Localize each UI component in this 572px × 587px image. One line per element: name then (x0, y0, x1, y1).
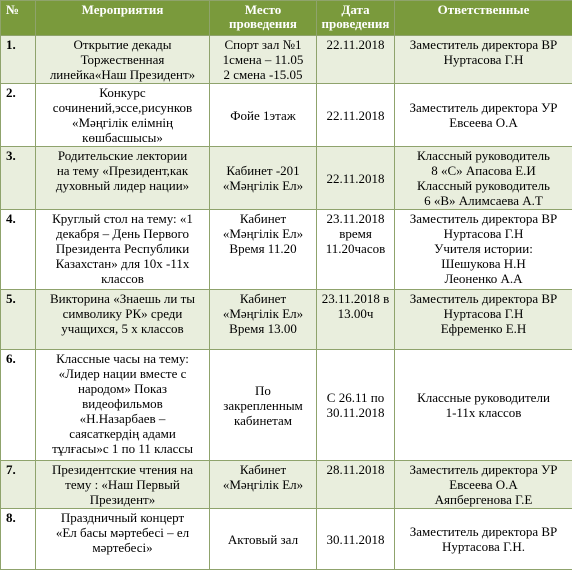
date-cell (317, 210, 395, 290)
place-cell-line: Кабинет (239, 291, 287, 306)
date-cell-line: 23.11.2018 в (321, 291, 390, 306)
event-cell-line: Казахстан» для 10х -11х (55, 256, 190, 271)
event-cell-line: Президент» (89, 492, 156, 507)
responsible-cell (395, 509, 572, 570)
responsible-cell-line: Нуртасова Г.Н (443, 306, 524, 321)
event-cell-line: «Мәңгілік елімнің (71, 115, 174, 130)
event-cell-line: тұлғасы»с 1 по 11 классы (52, 441, 193, 456)
responsible-cell-line: Заместитель директора ВР (409, 291, 558, 306)
place-cell-line: 1смена – 11.05 (222, 52, 304, 67)
date-cell-line: время (339, 226, 372, 241)
responsible-cell-line: 6 «В» Алимсаева А.Т (424, 193, 543, 208)
row-number: 8. (1, 509, 36, 570)
responsible-cell-line: Классный руководитель (417, 148, 550, 163)
date-cell-line: 22.11.2018 (326, 170, 385, 186)
date-cell-line: 30.11.2018 (326, 531, 385, 547)
event-cell-line: Круглый стол на тему: «1 (52, 211, 193, 226)
responsible-cell (395, 36, 572, 84)
place-cell-line: кабинетам (233, 412, 293, 428)
place-cell (210, 509, 317, 570)
responsible-cell (395, 350, 572, 461)
header-row (1, 1, 572, 36)
table-row (1, 290, 572, 350)
place-cell (210, 290, 317, 350)
event-cell (36, 147, 210, 210)
event-cell (36, 36, 210, 84)
place-cell-line: 2 смена -15.05 (223, 67, 303, 82)
place-cell-line: Фойе 1этаж (230, 107, 296, 123)
header-responsible: Ответственные (395, 1, 572, 36)
responsible-cell (395, 147, 572, 210)
event-cell-line: духовный лидер нации» (55, 178, 190, 193)
place-cell-line: «Мәңгілік Ел» (222, 477, 304, 492)
event-cell-line: Классные часы на тему: (56, 351, 189, 366)
place-cell-line: По (255, 382, 271, 398)
responsible-cell-line: Классный руководитель (417, 178, 550, 193)
event-cell-line: «Н.Назарбаев – (79, 411, 166, 426)
header-event: Мероприятия (36, 1, 210, 36)
place-cell-line: Спорт зал №1 (224, 37, 302, 52)
event-cell-line: народом» Показ (77, 381, 168, 396)
responsible-cell-line: Заместитель директора УР (409, 100, 558, 115)
event-cell-line: Праздничный концерт (60, 510, 185, 525)
responsible-cell-line: 1-11х классов (445, 405, 522, 420)
event-cell-line: Президента Республики (55, 241, 190, 256)
date-cell (317, 290, 395, 350)
event-cell-line: линейка«Наш Президент» (49, 67, 196, 82)
event-cell-line: мәртебесі» (92, 540, 153, 555)
responsible-cell-line: Ефременко Е.Н (440, 321, 527, 336)
responsible-cell-line: Классные руководители (417, 390, 550, 405)
place-cell (210, 84, 317, 147)
place-cell (210, 350, 317, 461)
date-cell-line: 22.11.2018 (326, 37, 385, 52)
event-cell-line: символику РК» среди (62, 306, 183, 321)
date-cell-line: 22.11.2018 (326, 107, 385, 123)
date-cell-line: 23.11.2018 (326, 211, 385, 226)
responsible-cell-line: Евсеева О.А (449, 115, 518, 130)
event-cell-line: Конкурс (99, 85, 146, 100)
responsible-cell-line: Нуртасова Г.Н. (441, 539, 526, 554)
place-cell (210, 461, 317, 509)
place-cell-line: Кабинет (239, 462, 287, 477)
table-row (1, 509, 572, 570)
event-cell-line: көшбасшысы» (82, 130, 163, 145)
responsible-cell-line: Заместитель директора ВР (409, 37, 558, 52)
header-place: Место проведения (210, 1, 317, 36)
table-row (1, 350, 572, 461)
responsible-cell-line: Заместитель директора ВР (409, 524, 558, 539)
event-cell-line: сочинений,эссе,рисунков (52, 100, 193, 115)
responsible-cell (395, 210, 572, 290)
event-cell (36, 210, 210, 290)
place-cell (210, 210, 317, 290)
header-date: Дата проведения (317, 1, 395, 36)
date-cell-line: 30.11.2018 (326, 405, 385, 420)
table-row (1, 147, 572, 210)
table-body (1, 36, 572, 570)
place-cell-line: закрепленным (223, 397, 303, 413)
responsible-cell-line: Евсеева О.А (449, 477, 518, 492)
event-cell-line: Викторина «Знаешь ли ты (49, 291, 196, 306)
place-cell (210, 147, 317, 210)
table-row (1, 36, 572, 84)
table-row (1, 461, 572, 509)
event-cell-line: Родительские лектории (57, 148, 188, 163)
date-cell (317, 509, 395, 570)
event-cell-line: декабря – День Первого (55, 226, 189, 241)
table-row (1, 84, 572, 147)
date-cell (317, 147, 395, 210)
place-cell-line: Кабинет (239, 211, 287, 226)
responsible-cell (395, 84, 572, 147)
date-cell-line: С 26.11 по (326, 390, 385, 405)
header-num: № (1, 1, 36, 36)
responsible-cell-line: Заместитель директора ВР (409, 211, 558, 226)
event-cell-line: Открытие декады (73, 37, 172, 52)
table-row (1, 210, 572, 290)
place-cell-line: Кабинет -201 (226, 163, 300, 178)
event-cell-line: на тему «Президент,как (56, 163, 189, 178)
place-cell (210, 36, 317, 84)
responsible-cell-line: 8 «С» Апасова Е.И (431, 163, 536, 178)
event-cell (36, 350, 210, 461)
event-cell (36, 290, 210, 350)
row-number: 7. (1, 461, 36, 509)
event-cell-line: «Лидер нации вместе с (58, 366, 187, 381)
event-cell-line: Торжественная (80, 52, 165, 67)
row-number: 2. (1, 84, 36, 147)
responsible-cell-line: Аяпбергенова Г.Е (434, 492, 533, 507)
responsible-cell (395, 290, 572, 350)
row-number: 3. (1, 147, 36, 210)
date-cell-line: 11.20часов (325, 241, 386, 256)
date-cell (317, 84, 395, 147)
event-cell-line: саясаткердің адами (69, 426, 176, 441)
event-cell (36, 461, 210, 509)
event-cell (36, 84, 210, 147)
place-cell-line: «Мәңгілік Ел» (222, 226, 304, 241)
event-cell-line: классов (101, 271, 144, 286)
event-cell-line: учащихся, 5 х классов (61, 321, 184, 336)
responsible-cell-line: Нуртасова Г.Н (443, 226, 524, 241)
event-cell (36, 509, 210, 570)
row-number: 5. (1, 290, 36, 350)
row-number: 6. (1, 350, 36, 461)
event-cell-line: видеофильмов (82, 396, 163, 411)
row-number: 1. (1, 36, 36, 84)
responsible-cell-line: Заместитель директора УР (409, 462, 558, 477)
row-number: 4. (1, 210, 36, 290)
responsible-cell-line: Шешукова Н.Н (441, 256, 526, 271)
date-cell (317, 36, 395, 84)
date-cell (317, 461, 395, 509)
date-cell (317, 350, 395, 461)
place-cell-line: «Мәңгілік Ел» (222, 306, 304, 321)
place-cell-line: Время 13.00 (229, 321, 297, 336)
date-cell-line: 28.11.2018 (326, 462, 385, 477)
event-cell-line: «Ел басы мәртебесі – ел (55, 525, 190, 540)
responsible-cell (395, 461, 572, 509)
place-cell-line: Время 11.20 (229, 241, 297, 256)
event-cell-line: тему : «Наш Первый (65, 477, 180, 492)
responsible-cell-line: Леоненко А.А (444, 271, 523, 286)
date-cell-line: 13.00ч (337, 306, 374, 321)
responsible-cell-line: Учителя истории: (434, 241, 533, 256)
responsible-cell-line: Нуртасова Г.Н (443, 52, 524, 67)
event-cell-line: Президентские чтения на (51, 462, 193, 477)
place-cell-line: Актовый зал (227, 531, 299, 547)
place-cell-line: «Мәңгілік Ел» (222, 178, 304, 193)
